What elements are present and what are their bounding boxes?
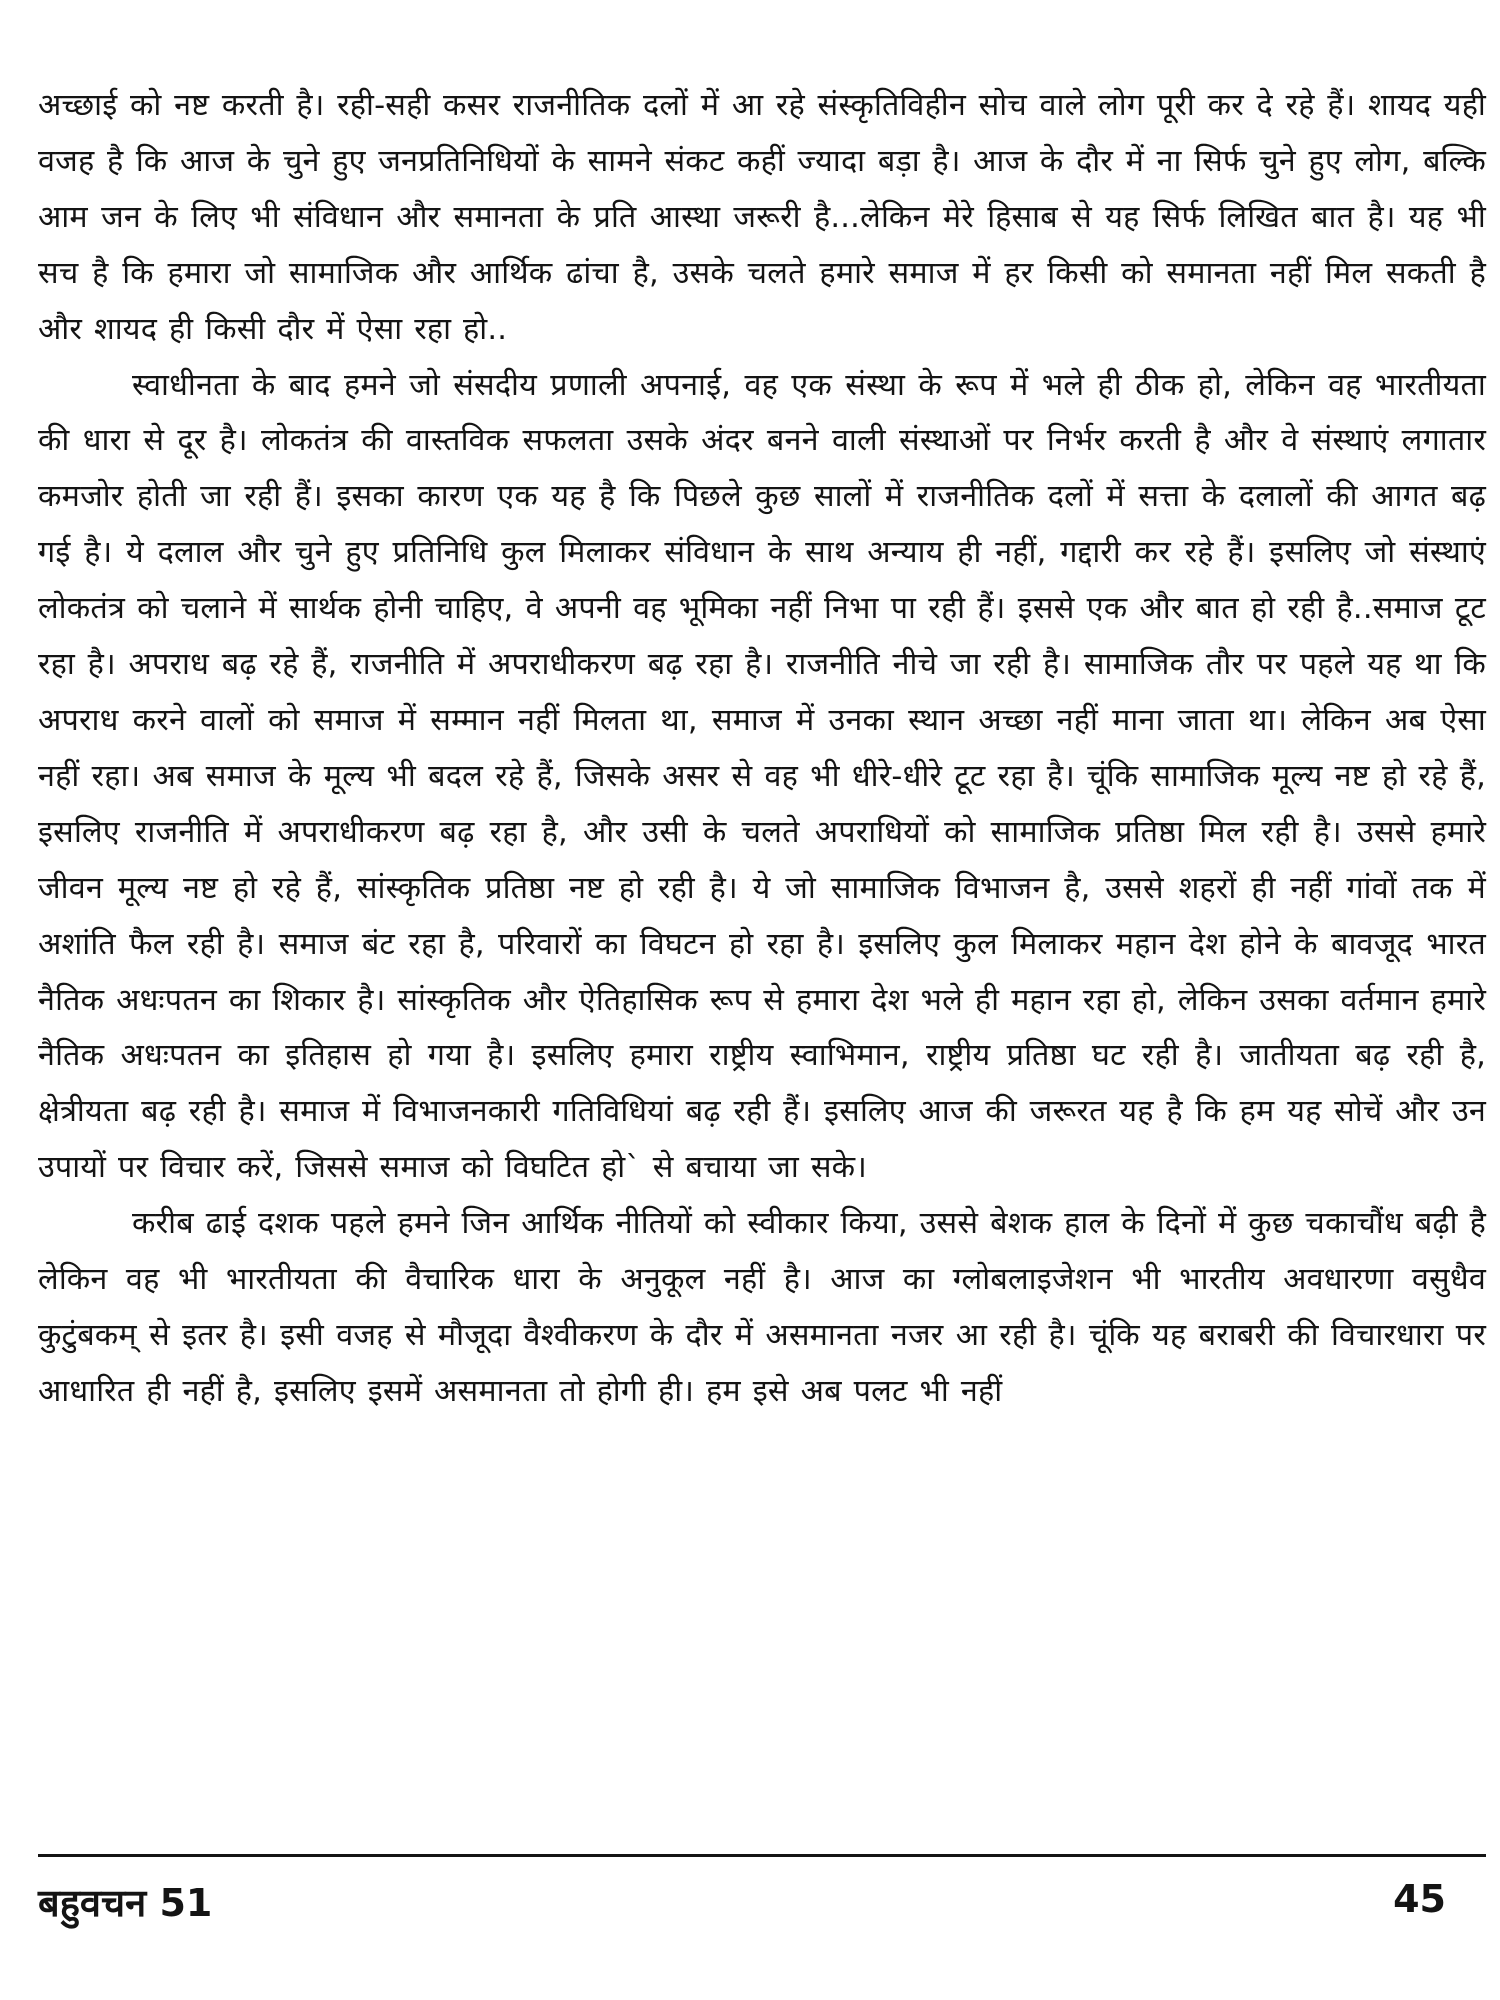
journal-title: बहुवचन 51 — [38, 1881, 213, 1925]
paragraph-3: करीब ढाई दशक पहले हमने जिन आर्थिक नीतियों को स्वीकार किया, उससे बेशक हाल के दिनों में कुछ चकाचौंध बढ़ी है लेकिन वह भी भारतीयता की वैचारिक धारा के अनुकूल नहीं है। आज का ग्लोबलाइजेशन भी भारतीय अवधारणा वसुधैव कुटुंबकम् से इतर है। इसी वजह से मौजूदा वैश्वीकरण के दौर में असमानता नजर आ रही है। चूंकि यह बराबरी की विचारधारा पर आधारित ही नहीं है, इसलिए इसमें असमानता तो होगी ही। हम इसे अब पलट भी नहीं — [38, 1206, 1486, 1409]
page-body — [38, 78, 1486, 1420]
paragraph-1: अच्छाई को नष्ट करती है। रही-सही कसर राजनीतिक दलों में आ रहे संस्कृतिविहीन सोच वाले लोग पूरी कर दे रहे हैं। शायद यही वजह है कि आज के चुने हुए जनप्रतिनिधियों के सामने संकट कहीं ज्यादा बड़ा है। आज के दौर में ना सिर्फ चुने हुए लोग, बल्कि आम जन के लिए भी संविधान और समानता के प्रति आस्था जरूरी है...लेकिन मेरे हिसाब से यह सिर्फ लिखित बात है। यह भी सच है कि हमारा जो सामाजिक और आर्थिक ढांचा है, उसके चलते हमारे समाज में हर किसी को समानता नहीं मिल सकती है और शायद ही किसी दौर में ऐसा रहा हो.. — [38, 88, 1486, 347]
paragraph-2: स्वाधीनता के बाद हमने जो संसदीय प्रणाली अपनाई, वह एक संस्था के रूप में भले ही ठीक हो, लेकिन वह भारतीयता की धारा से दूर है। लोकतंत्र की वास्तविक सफलता उसके अंदर बनने वाली संस्थाओं पर निर्भर करती है और वे संस्थाएं लगातार कमजोर होती जा रही हैं। इसका कारण एक यह है कि पिछले कुछ सालों में राजनीतिक दलों में सत्ता के दलालों की आगत बढ़ गई है। ये दलाल और चुने हुए प्रतिनिधि कुल मिलाकर संविधान के साथ अन्याय ही नहीं, गद्दारी कर रहे हैं। इसलिए जो संस्थाएं लोकतंत्र को चलाने में सार्थक होनी चाहिए, वे अपनी वह भूमिका नहीं निभा पा रही हैं। इससे एक और बात हो रही है..समाज टूट रहा है। अपराध बढ़ रहे हैं, राजनीति में अपराधीकरण बढ़ रहा है। राजनीति नीचे जा रही है। सामाजिक तौर पर पहले यह था कि अपराध करने वालों को समाज में सम्मान नहीं मिलता था, समाज में उनका स्थान अच्छा नहीं माना जाता था। लेकिन अब ऐसा नहीं रहा। अब समाज के मूल्य भी बदल रहे हैं, जिसके असर से वह भी धीरे-धीरे टूट रहा है। चूंकि सामाजिक मूल्य नष्ट हो रहे हैं, इसलिए राजनीति में अपराधीकरण बढ़ रहा है, और उसी के चलते अपराधियों को सामाजिक प्रतिष्ठा मिल रही है। उससे हमारे जीवन मूल्य नष्ट हो रहे हैं, सांस्कृतिक प्रतिष्ठा नष्ट हो रही है। ये जो सामाजिक विभाजन है, उससे शहरों ही नहीं गांवों तक में अशांति फैल रही है। समाज बंट रहा है, परिवारों का विघटन हो रहा है। इसलिए कुल मिलाकर महान देश होने के बावजूद भारत नैतिक अधःपतन का शिकार है। सांस्कृतिक और ऐतिहासिक रूप से हमारा देश भले ही महान रहा हो, लेकिन उसका वर्तमान हमारे नैतिक अधःपतन का इतिहास हो गया है। इसलिए हमारा राष्ट्रीय स्वाभिमान, राष्ट्रीय प्रतिष्ठा घट रही है। जातीयता बढ़ रही है, क्षेत्रीयता बढ़ रही है। समाज में विभाजनकारी गतिविधियां बढ़ रही हैं। इसलिए आज की जरूरत यह है कि हम यह सोचें और उन उपायों पर विचार करें, जिससे समाज को विघटित हो` से बचाया जा सके। — [38, 367, 1486, 1186]
footer-divider — [38, 1854, 1486, 1857]
page-number: 45 — [1393, 1877, 1446, 1921]
